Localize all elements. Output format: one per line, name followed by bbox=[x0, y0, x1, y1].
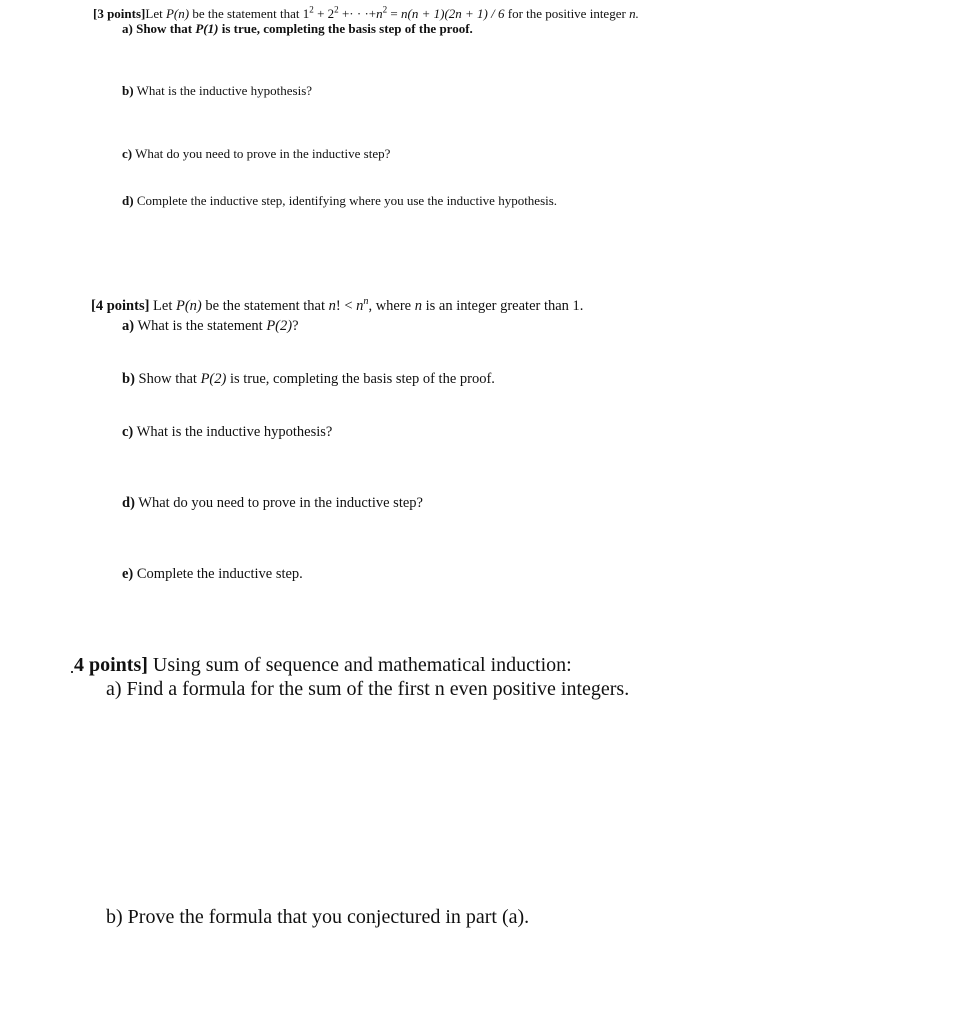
q2-pn: P(n) bbox=[176, 298, 202, 314]
q1-formula-rhs: n(n + 1)(2n + 1) / 6 bbox=[401, 6, 505, 21]
q1-a-label: a) bbox=[122, 21, 133, 36]
q1-part-b bbox=[122, 84, 312, 97]
q1-part-c bbox=[122, 147, 390, 160]
q2-e-label: e) bbox=[122, 566, 134, 582]
q2-part-b bbox=[122, 372, 495, 387]
q2-b-label: b) bbox=[122, 371, 135, 387]
q1-c-text: What do you need to prove in the inductive step? bbox=[135, 146, 391, 161]
q1-points: [3 points] bbox=[93, 6, 146, 21]
q1-sup-c: 2 bbox=[382, 4, 388, 15]
q2-part-e bbox=[122, 567, 303, 582]
q1-header bbox=[93, 4, 639, 21]
q2-part-c bbox=[122, 425, 332, 440]
q1-part-d bbox=[122, 194, 557, 207]
q1-d-text: Complete the inductive step, identifying where you use the inductive hypothesis. bbox=[136, 193, 558, 208]
q3-part-a bbox=[106, 679, 629, 699]
q2-d-text: What do you need to prove in the inductive step? bbox=[138, 495, 423, 511]
q2-text-4: is an integer greater than 1. bbox=[425, 298, 584, 314]
q1-b-text: What is the inductive hypothesis? bbox=[136, 83, 313, 98]
stray-mark bbox=[71, 671, 73, 673]
q1-sup-a: 2 bbox=[309, 4, 314, 15]
q1-let: Let bbox=[145, 6, 163, 21]
q2-b-text-2: is true, completing the basis step of the proof. bbox=[229, 371, 495, 387]
q2-n-base: n bbox=[356, 298, 364, 314]
q2-a-label: a) bbox=[122, 318, 135, 334]
q3-header bbox=[74, 655, 572, 675]
q1-pn: P(n) bbox=[165, 6, 190, 21]
q2-nfact: n bbox=[328, 298, 336, 314]
q1-d-label: d) bbox=[122, 193, 134, 208]
q2-n-var: n bbox=[414, 298, 422, 314]
q3-part-b bbox=[106, 907, 529, 927]
q2-b-text-1: Show that bbox=[138, 371, 197, 387]
q2-text-1: Let bbox=[153, 298, 173, 314]
q1-part-a bbox=[122, 22, 473, 35]
q1-a-p1: P(1) bbox=[195, 21, 219, 36]
q2-text-3: , where bbox=[368, 298, 412, 314]
q2-d-label: d) bbox=[122, 495, 135, 511]
q2-c-text: What is the inductive hypothesis? bbox=[136, 424, 333, 440]
q3-points: 4 points] bbox=[74, 654, 148, 676]
q1-a-text-2: is true, completing the basis step of the proof. bbox=[221, 21, 473, 36]
q1-a-text-1: Show that bbox=[136, 21, 193, 36]
q1-dots: +· · ·+ bbox=[338, 6, 377, 21]
q3-b-text: b) Prove the formula that you conjectured in part (a). bbox=[106, 906, 530, 928]
q2-text-2: be the statement that bbox=[205, 298, 325, 314]
q2-a-p2: P(2) bbox=[266, 318, 293, 334]
q2-b-p2: P(2) bbox=[200, 371, 227, 387]
q1-n-end: n. bbox=[629, 6, 639, 21]
q1-n-term: n bbox=[376, 6, 383, 21]
q1-tail: for the positive integer bbox=[507, 6, 626, 21]
q1-b-label: b) bbox=[122, 83, 134, 98]
q1-statement: be the statement that bbox=[192, 6, 300, 21]
q1-equals: = bbox=[387, 6, 402, 21]
q2-header bbox=[91, 296, 584, 314]
q2-part-a bbox=[122, 319, 299, 334]
q1-sup-b: 2 bbox=[334, 4, 339, 15]
q3-text: Using sum of sequence and mathematical induction: bbox=[152, 654, 572, 676]
q2-ineq: ! < bbox=[335, 298, 353, 314]
q2-e-text: Complete the inductive step. bbox=[136, 566, 303, 582]
q2-n-exp: n bbox=[363, 296, 369, 308]
q1-formula-a: 1 bbox=[302, 6, 310, 21]
q2-a-text: What is the statement bbox=[137, 318, 263, 334]
q1-c-label: c) bbox=[122, 146, 133, 161]
q3-a-text: a) Find a formula for the sum of the first n even positive integers. bbox=[106, 678, 630, 700]
q2-part-d bbox=[122, 496, 423, 511]
q2-points: [4 points] bbox=[91, 298, 150, 314]
q2-a-qm: ? bbox=[292, 318, 299, 334]
q1-plus-a: + 2 bbox=[313, 6, 335, 21]
q2-c-label: c) bbox=[122, 424, 134, 440]
